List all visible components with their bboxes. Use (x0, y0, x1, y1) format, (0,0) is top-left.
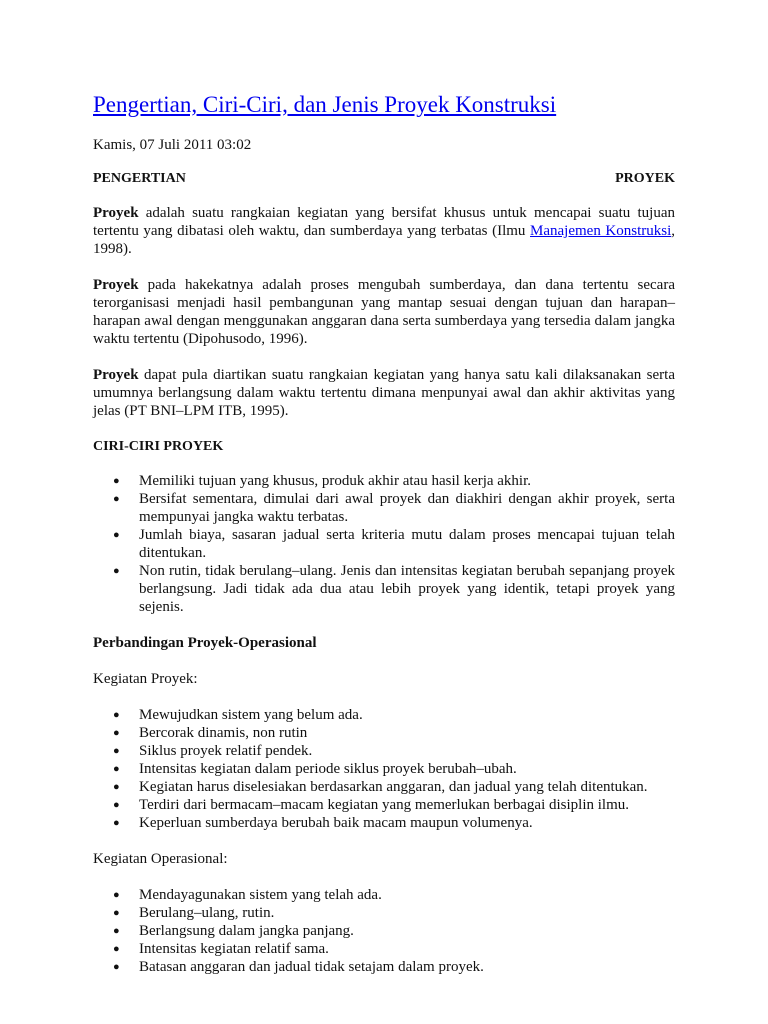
list-item (113, 958, 675, 976)
bullet-icon: ● (113, 763, 120, 775)
bullet-icon: ● (113, 907, 120, 919)
bullet-icon: ● (113, 493, 120, 505)
manajemen-konstruksi-link[interactable]: Manajemen Konstruksi (530, 223, 672, 239)
list-item (113, 742, 675, 760)
bullet-icon: ● (113, 565, 120, 577)
bullet-icon: ● (113, 889, 120, 901)
bullet-icon: ● (113, 529, 120, 541)
bullet-icon: ● (113, 799, 120, 811)
list-item (113, 940, 675, 958)
list-item-text: Non rutin, tidak berulang–ulang. Jenis dan intensitas kegiatan berubah sepanjang proyek berlangsung. Jadi tidak ada dua atau lebih proyek yang identik, tetapi proyek yang sejenis. (139, 563, 675, 615)
paragraph-1 (93, 204, 675, 258)
paragraph-3-bold: Proyek (93, 367, 139, 383)
list-item (113, 562, 675, 616)
bullet-icon: ● (113, 745, 120, 757)
kegiatan-proyek-list (93, 706, 675, 832)
heading-left: PENGERTIAN (93, 171, 186, 186)
list-item-text: Kegiatan harus diselesiakan berdasarkan anggaran, dan jadual yang telah ditentukan. (139, 779, 648, 795)
heading-right: PROYEK (615, 171, 675, 186)
ciri-ciri-heading: CIRI-CIRI PROYEK (93, 439, 224, 454)
list-item-text: Bersifat sementara, dimulai dari awal proyek dan diakhiri dengan akhir proyek, serta mempunyai jangka waktu terbatas. (139, 491, 675, 525)
list-item (113, 886, 675, 904)
list-item-text: Berlangsung dalam jangka panjang. (139, 923, 354, 939)
pengertian-heading (93, 170, 675, 188)
bullet-icon: ● (113, 943, 120, 955)
kegiatan-proyek-label: Kegiatan Proyek: (93, 671, 198, 687)
list-item (113, 490, 675, 526)
list-item (113, 706, 675, 724)
bullet-icon: ● (113, 781, 120, 793)
list-item-text: Memiliki tujuan yang khusus, produk akhir atau hasil kerja akhir. (139, 473, 532, 489)
list-item-text: Siklus proyek relatif pendek. (139, 743, 313, 759)
list-item (113, 796, 675, 814)
paragraph-1-tail: , 1998). (93, 223, 675, 257)
list-item-text: Intensitas kegiatan relatif sama. (139, 941, 329, 957)
bullet-icon: ● (113, 961, 120, 973)
list-item-text: Terdiri dari bermacam–macam kegiatan yang memerlukan berbagai disiplin ilmu. (139, 797, 630, 813)
list-item (113, 472, 675, 490)
list-item-text: Intensitas kegiatan dalam periode siklus proyek berubah–ubah. (139, 761, 517, 777)
paragraph-3-text: dapat pula diartikan suatu rangkaian kegiatan yang hanya satu kali dilaksanakan serta umumnya berlangsung dalam waktu tertentu dimana menpunyai awal dan akhir aktivitas yang jelas (PT BNI–LPM ITB, 1995). (93, 367, 675, 419)
bullet-icon: ● (113, 475, 120, 487)
paragraph-2-bold: Proyek (93, 277, 139, 293)
list-item (113, 724, 675, 742)
bullet-icon: ● (113, 817, 120, 829)
paragraph-2-text: pada hakekatnya adalah proses mengubah sumberdaya, dan dana tertentu secara terorganisasi menjadi hasil pembangunan yang mantap sesuai dengan tujuan dan harapan–harapan awal dengan menggunakan anggaran dana serta sumberdaya yang tersedia dalam jangka waktu tertentu (Dipohusodo, 1996). (93, 277, 675, 347)
comparison-heading: Perbandingan Proyek-Operasional (93, 635, 317, 651)
list-item (113, 922, 675, 940)
list-item-text: Jumlah biaya, sasaran jadual serta kriteria mutu dalam proses mencapai tujuan telah ditentukan. (139, 527, 675, 561)
list-item-text: Keperluan sumberdaya berubah baik macam maupun volumenya. (139, 815, 533, 831)
list-item-text: Mendayagunakan sistem yang telah ada. (139, 887, 382, 903)
list-item-text: Mewujudkan sistem yang belum ada. (139, 707, 363, 723)
paragraph-1-bold: Proyek (93, 205, 139, 221)
list-item (113, 526, 675, 562)
paragraph-3 (93, 366, 675, 420)
bullet-icon: ● (113, 925, 120, 937)
ciri-ciri-list (93, 472, 675, 616)
list-item (113, 760, 675, 778)
list-item (113, 778, 675, 796)
bullet-icon: ● (113, 709, 120, 721)
article-date: Kamis, 07 Juli 2011 03:02 (93, 137, 252, 153)
article-title-link[interactable]: Pengertian, Ciri-Ciri, dan Jenis Proyek Konstruksi (93, 92, 557, 117)
list-item-text: Berulang–ulang, rutin. (139, 905, 275, 921)
kegiatan-operasional-list (93, 886, 675, 976)
paragraph-1-text: adalah suatu rangkaian kegiatan yang bersifat khusus untuk mencapai suatu tujuan tertentu yang dibatasi oleh waktu, dan sumberdaya yang terbatas (Ilmu (93, 205, 675, 239)
kegiatan-operasional-label: Kegiatan Operasional: (93, 851, 228, 867)
list-item-text: Batasan anggaran dan jadual tidak setajam dalam proyek. (139, 959, 484, 975)
paragraph-2 (93, 276, 675, 348)
list-item (113, 814, 675, 832)
list-item-text: Bercorak dinamis, non rutin (139, 725, 308, 741)
list-item (113, 904, 675, 922)
bullet-icon: ● (113, 727, 120, 739)
